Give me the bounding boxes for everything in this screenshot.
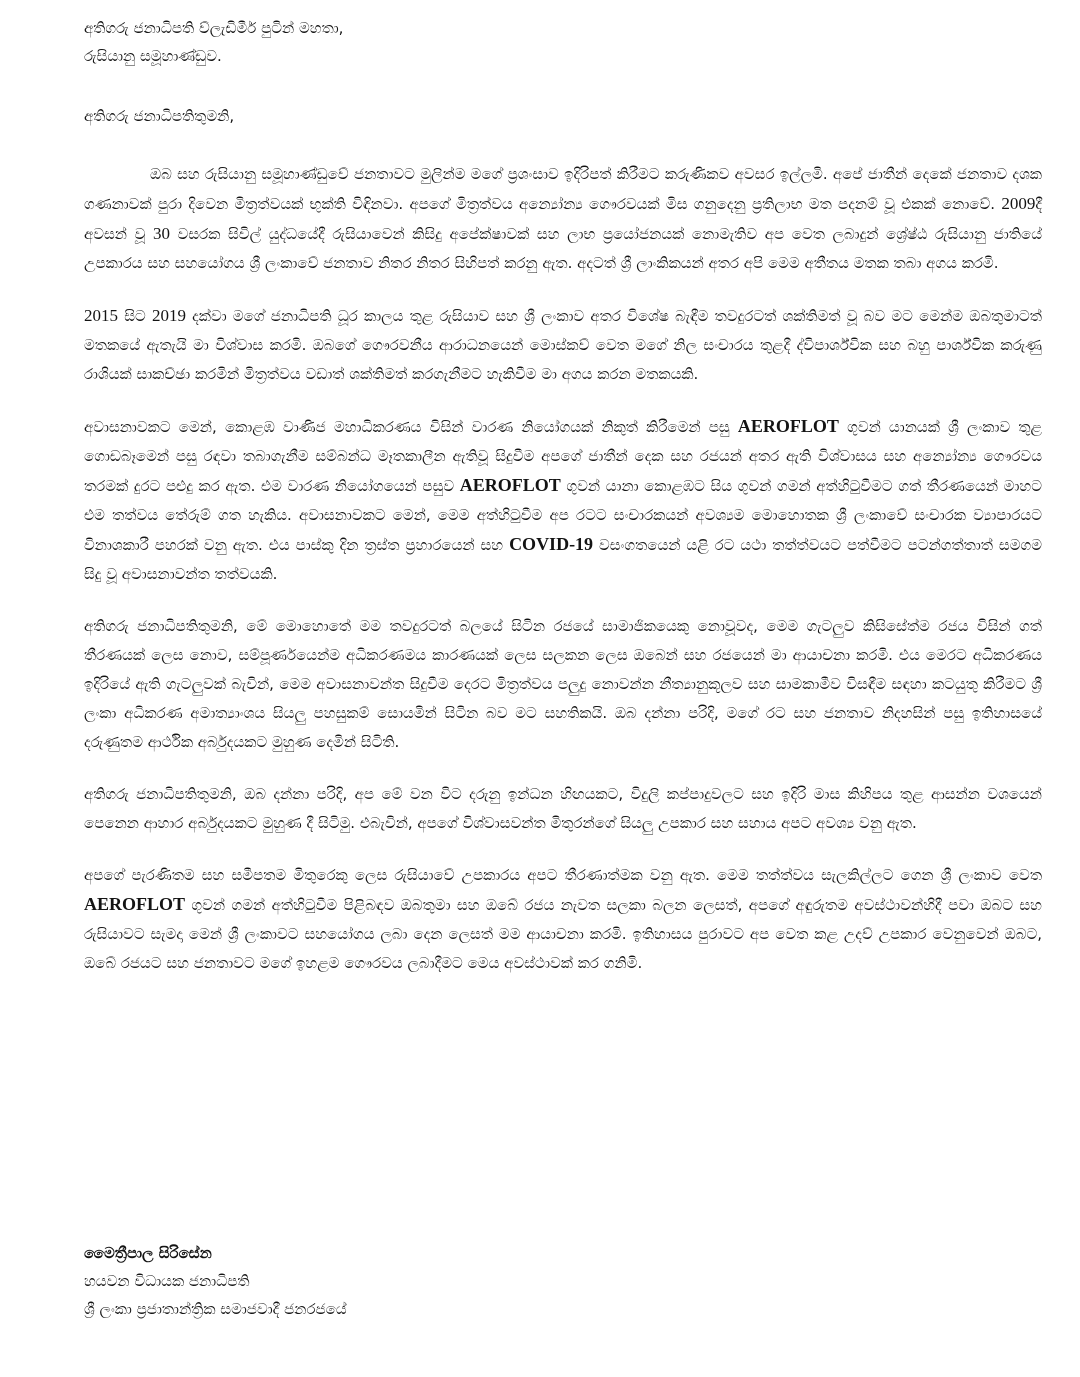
paragraph-6 bbox=[84, 861, 1042, 978]
p1-text-c: දී අවසන් වූ bbox=[84, 195, 1042, 243]
p1-text-a: ඔබ සහ රුසියානු සමූහාණ්ඩුවේ ජනතාවට මුලින්ම මගේ ප්‍රශංසාව ඉදිරිපත් කිරීමට කරුණිකව අවසර ඉල්ලමි. අපේ ජාතීන් දෙකේ ජනතාව දශක ගණනාවක් පුරා දිවෙන මිත්‍රත්වයක් භුක්ති විඳිනවා. අපගේ මිත්‍රත්වය අන්‍යෝන්‍ය ගෞරවයක් මිස ගනුදෙනු ප්‍රතිලාභ මත පදනම් වූ එකක් නොවේ. bbox=[84, 165, 1042, 213]
paragraph-2 bbox=[84, 301, 1042, 389]
paragraph-1 bbox=[84, 160, 1042, 278]
p2-text-d: දක්වා මගේ ජනාධිපති ධූර කාලය තුළ රුසියාව සහ ශ්‍රී ලංකාව අතර විශේෂ බැඳීම තවදුරටත් ශක්තිමත් වූ බව මට මෙන්ම ඔබතුමාටත් මතකයේ ඇතැයි මා විශ්වාස කරමි. ඔබගේ ගෞරවනීය ආරාධනයෙන් මොස්කව් වෙත මගේ නිල සංචාරය තුළදී ද්විපාර්ශ්වික සහ බහු පාර්ශ්වික කරුණු රාශියක් සාකච්ඡා කරමින් මිත්‍රත්වය වඩාත් ශක්තිමත් කරගැනීමට හැකිවීම මා අගය කරන මතකයකි. bbox=[84, 307, 1042, 383]
p2-text-b: සිට bbox=[124, 307, 146, 325]
p1-text-e: වසරක සිවිල් යුද්ධයේදී රුසියාවෙන් කිසිදු අපේක්ෂාවක් සහ ලාභ ප්‍රයෝජනයක් නොමැතිව අප වෙත ලබාදුන් ශ්‍රේෂ්ඨ රුසියානු ජාතියේ උපකාරය සහ සහයෝගය ශ්‍රී ලංකාවේ ජනතාව නිතර නිතර සිහිපත් කරනු ඇත. අදටත් ශ්‍රී ලාංකිකයන් අතර අපි මෙම අතීතය මතක තබා අගය කරමි. bbox=[84, 225, 1042, 272]
p3-text-a: අවාසනාවකට මෙන්, කොළඹ වාණිජ මහාධිකරණය විසින් වාරණ නියෝගයක් නිකුත් කිරීමෙන් පසු bbox=[84, 418, 730, 436]
p1-number: 30 bbox=[152, 224, 170, 243]
paragraph-3 bbox=[84, 412, 1042, 589]
p3-text-c: ගුවන් යානයක් ශ්‍රී ලංකාව තුළ ගොඩබෑමෙන් පසු රඳවා තබාගැනීම සම්බන්ධ මෑතකාලීන ඇතිවූ සිදුවීම අපගේ ජාතීන් දෙක සහ රජයන් අතර ඇති විශ්වාසය සහ අන්‍යෝන්‍ය ගෞරවය තරමක් දුරට පළුදු කර ඇත. එම වාරණ නියෝගයෙන් පසුව bbox=[84, 418, 1042, 495]
p6-text-a: අපගේ පැරණිතම සහ සමීපතම මිතුරෙකු ලෙස රුසියාවේ උපකාරය අපට තීරණාත්මක වනු ඇත. මෙම තත්ත්වය සැලකිල්ලට ගෙන ශ්‍රී ලංකාව වෙත bbox=[84, 866, 1042, 884]
p1-year: 2009 bbox=[1001, 194, 1036, 213]
p3-text-g: වසංගතයෙන් යළි රට යථා තත්ත්වයට පත්වීමට පටන්ගත්තාත් සමගම සිදු වූ අවාසනාවන්ත තත්වයකි. bbox=[84, 536, 1042, 583]
p3-aeroflot-1: AEROFLOT bbox=[737, 416, 839, 436]
signatory-country: ශ්‍රී ලංකා ප්‍රජාතාන්ත්‍රික සමාජවාදී ජනරජයේ bbox=[84, 1300, 347, 1318]
recipient-name: අතිගරු ජනාධිපති ව්ලැඩිමීර් පුටින් මහතා, bbox=[84, 19, 344, 37]
p3-aeroflot-2: AEROFLOT bbox=[459, 475, 561, 495]
p3-covid: COVID-19 bbox=[509, 534, 594, 554]
signatory-title: හයවන විධායක ජනාධිපති bbox=[84, 1272, 250, 1290]
p6-aeroflot: AEROFLOT bbox=[84, 894, 186, 914]
recipient-country: රුසියානු සමූහාණ්ඩුව. bbox=[84, 47, 222, 65]
signatory-name: මෛත්‍රීපාල සිරිසේන bbox=[84, 1244, 212, 1262]
salutation: අතිගරු ජනාධිපතිතුමනි, bbox=[84, 107, 235, 125]
p6-text-c: ගුවන් ගමන් අත්හිටුවීම පිළිබඳව ඔබතුමා සහ ඔබේ රජය නැවත සලකා බලන ලෙසත්, අපගේ අඳුරුතම අවස්ථාවන්හිදී පවා ඔබට සහ රුසියාවට සැමදා මෙන් ශ්‍රී ලංකාවට සහයෝගය ලබා දෙන ලෙසත් මම ආයාචනා කරමි. ඉතිහාසය පුරාවට අප වෙත කළ උදව් උපකාර වෙනුවෙන් ඔබට, ඔබේ රජයට සහ ජනතාවට මගේ ඉහළම ගෞරවය ලබාදීමට මෙය අවස්ථාවක් කර ගනිමි. bbox=[84, 896, 1042, 972]
p3-text-e: ගුවන් යානා කොළඹට සිය ගුවන් ගමන් අත්හිටුවීමට ගත් තීරණයෙන් මාහට එම තත්වය තේරුම් ගත හැකිය. අවාසනාවකට මෙන්, මෙම අත්හිටුවීම අප රටට සංචාරකයන් අවශ්‍යම මොහොතක ශ්‍රී ලංකාවේ සංචාරක ව්‍යාපාරයට විනාශකාරී පහරක් වනු ඇත. එය පාස්කු දින ත්‍රස්ත ප්‍රහාරයෙන් සහ bbox=[84, 477, 1042, 554]
p2-year-end: 2019 bbox=[151, 306, 186, 325]
paragraph-5: අතිගරු ජනාධිපතිතුමනි, ඔබ දන්නා පරිදි, අප මේ වන විට දරුනු ඉන්ධන හිඟයකට, විදුලි කප්පාදුවලට සහ ඉදිරි මාස කිහිපය තුළ ආසන්න වශයෙන් පෙනෙන ආහාර අර්බුදයකට මුහුණ දී සිටිමු. එබැවින්, අපගේ විශ්වාසවන්ත මිතුරන්ගේ සියලු උපකාර සහ සහාය අපට අවශ්‍ය වනු ඇත. bbox=[84, 785, 1042, 832]
p2-year-start: 2015 bbox=[84, 306, 118, 325]
signature-block bbox=[84, 1239, 347, 1323]
paragraph-4: අතිගරු ජනාධිපතිතුමනි, මේ මොහොතේ මම තවදුරටත් බලයේ සිටින රජයේ සාමාජිකයෙකු නොවූවද, මෙම ගැටලුව කිසිසේත්ම රජය විසින් ගත් තීරණයක් ලෙස නොව, සම්පූර්ණයෙන්ම අධිකරණමය කාරණයක් ලෙස සලකන ලෙස ඔබෙන් සහ රජයෙන් මා ආයාචනා කරමි. එය මෙරට අධිකරණය ඉදිරියේ ඇති ගැටලුවක් බැවින්, මෙම අවාසනාවන්ත සිදුවීම දෙරට මිත්‍රත්වය පලුදු නොවන්න නීත්‍යානුකූලව සහ සාමකාමීව විසඳීම සඳහා කටයුතු කිරීමට ශ්‍රී ලංකා අධිකරණ අමාත්‍යාංශය සියලු පහසුකම් සොයමින් සිටින බව මට සහතිකයි. ඔබ දන්නා පරිදි, මගේ රට සහ ජනතාව නිදහසින් පසු ඉතිහාසයේ දරුණුතම ආර්ථික අර්බුදයකට මුහුණ දෙමින් සිටිති. bbox=[84, 617, 1042, 751]
recipient-address bbox=[84, 14, 1042, 70]
